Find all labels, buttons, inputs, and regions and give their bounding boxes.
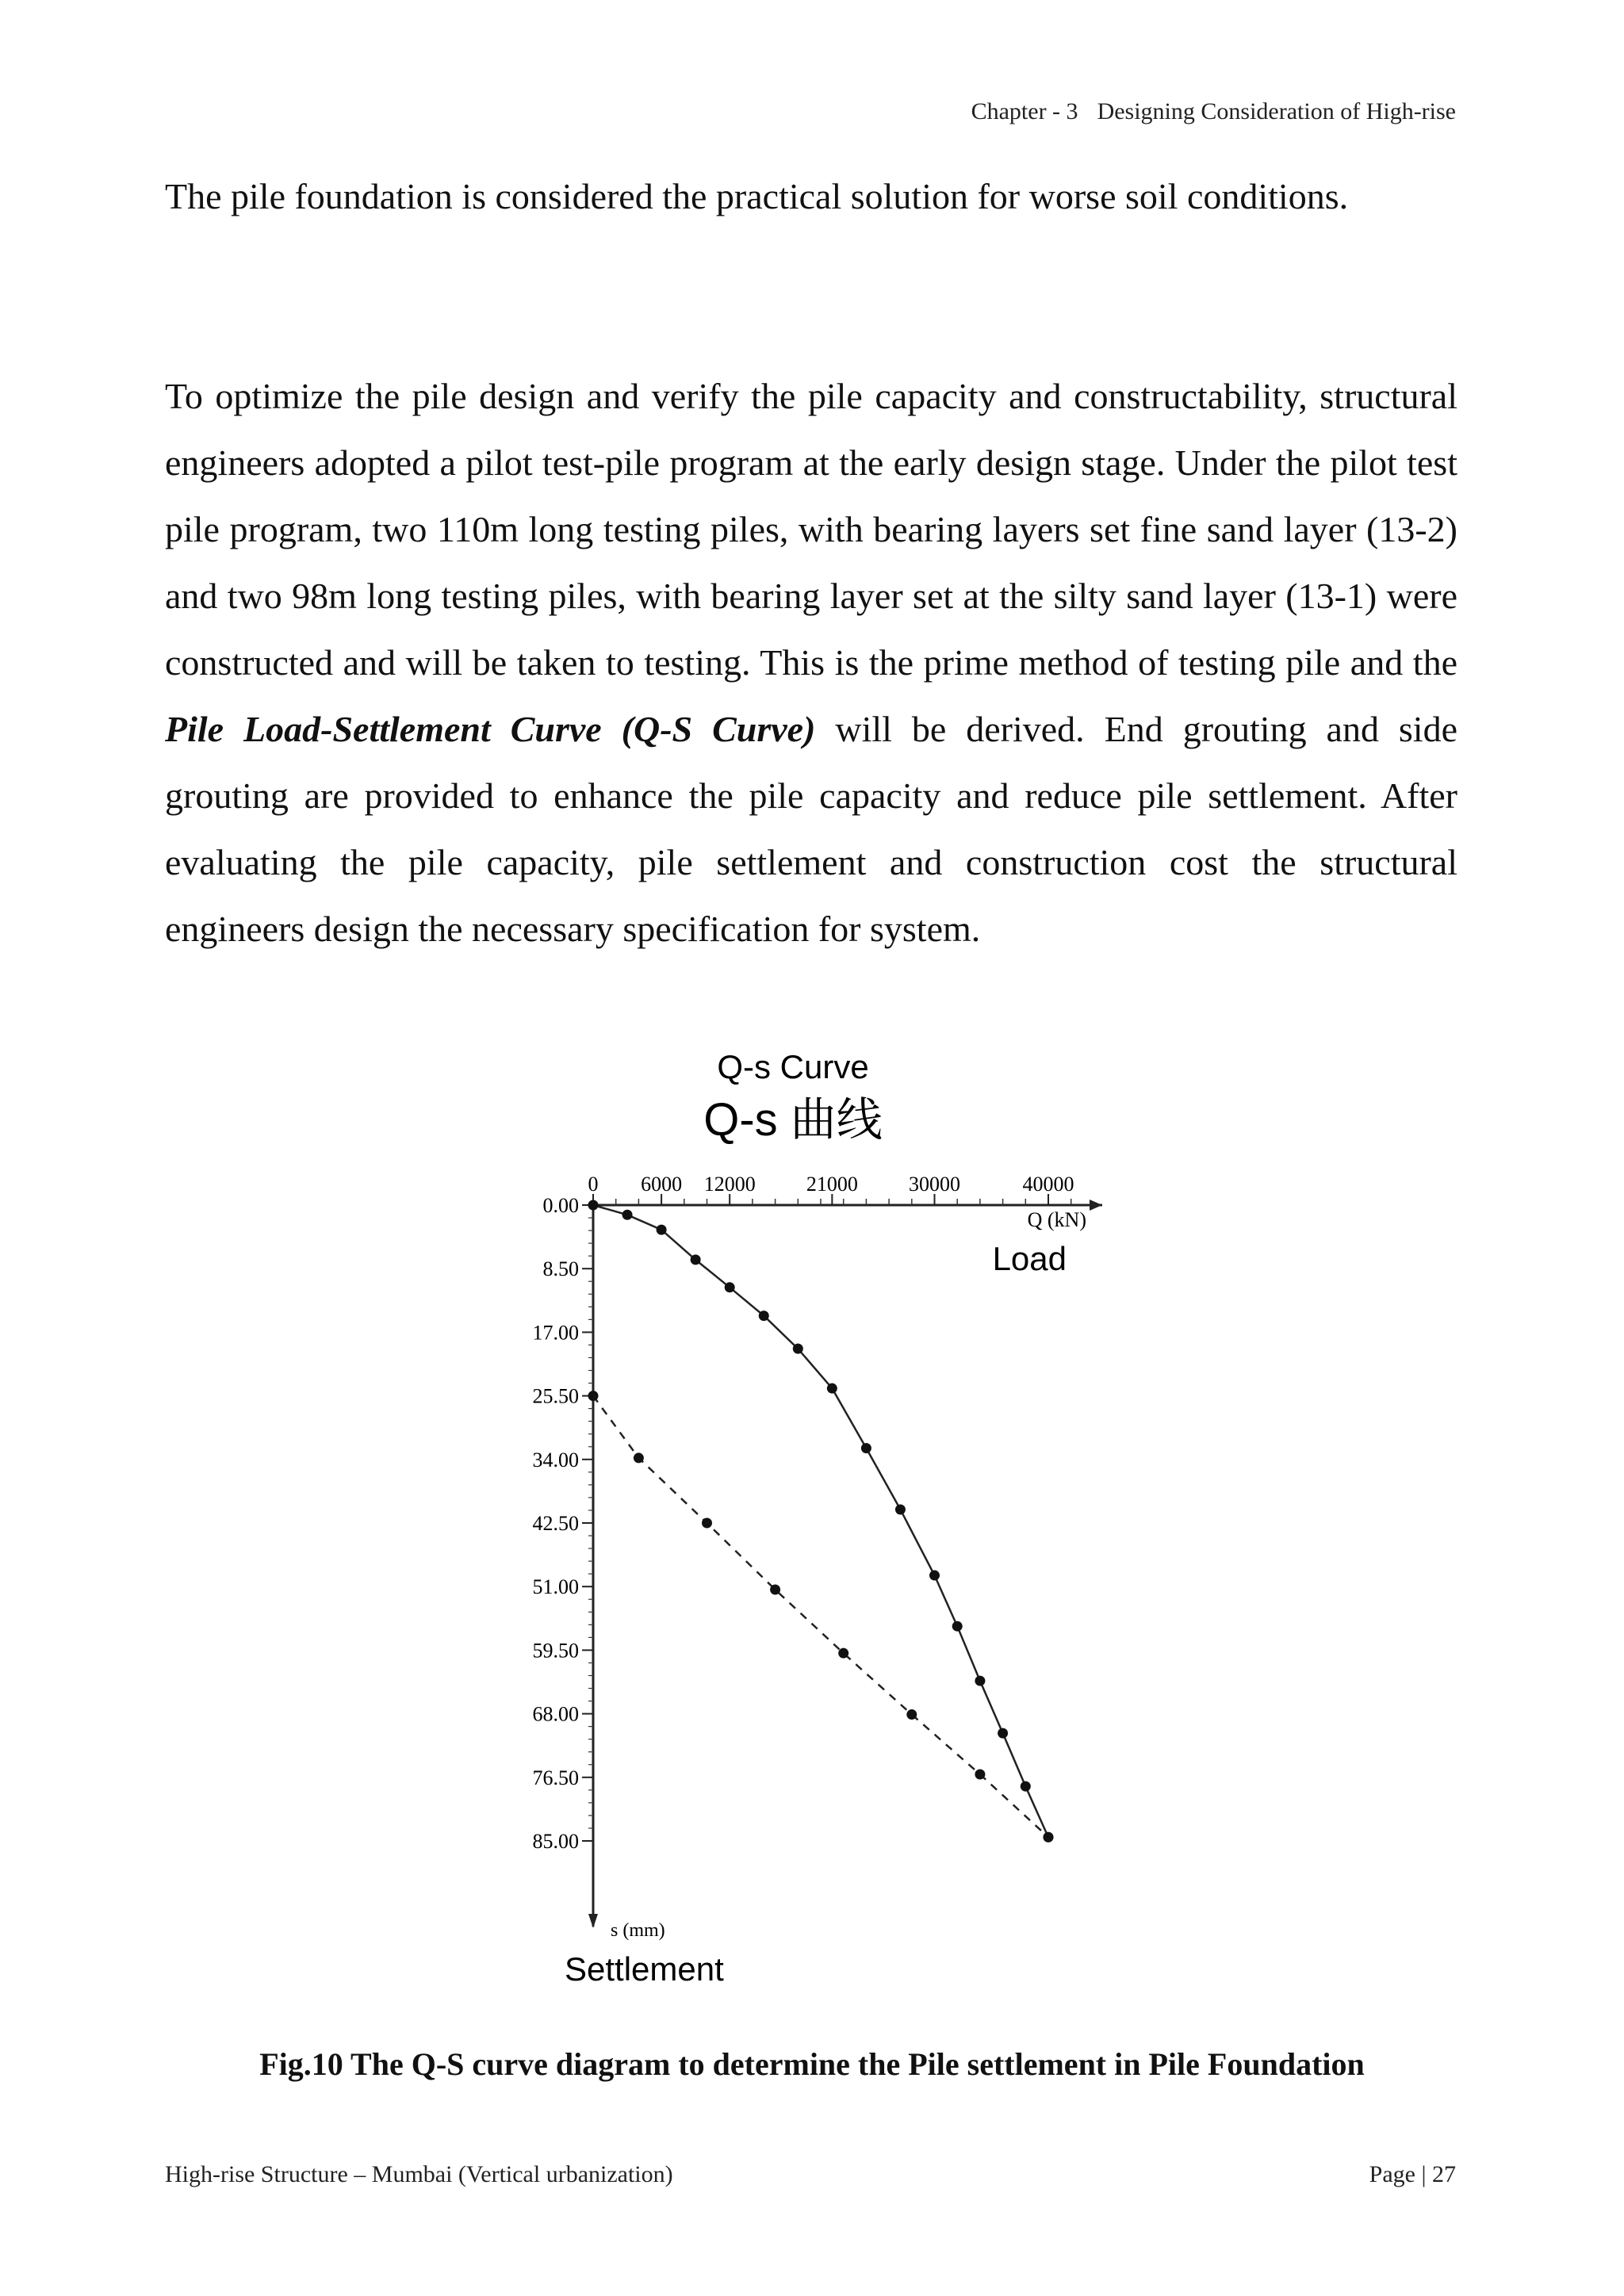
y-tick-label: 51.00 bbox=[532, 1575, 579, 1599]
chart-subtitle: Q-s 曲线 bbox=[703, 1094, 883, 1146]
y-tick-label: 85.00 bbox=[532, 1830, 579, 1853]
paragraph-test-pile bbox=[165, 363, 1457, 962]
data-point bbox=[895, 1505, 906, 1515]
y-tick-label: 34.00 bbox=[532, 1448, 579, 1471]
y-tick-label: 8.50 bbox=[542, 1257, 579, 1281]
footer-page-number: Page | 27 bbox=[1369, 2161, 1456, 2187]
y-axis-arrow bbox=[588, 1914, 598, 1928]
y-axis-note: Settlement bbox=[565, 1950, 724, 1988]
chapter-number: Chapter - 3 bbox=[971, 98, 1078, 124]
data-point bbox=[622, 1210, 633, 1220]
y-axis-label: s (mm) bbox=[611, 1920, 665, 1941]
y-tick-label: 59.50 bbox=[532, 1639, 579, 1663]
data-point bbox=[588, 1391, 599, 1401]
data-point bbox=[657, 1225, 667, 1235]
data-point bbox=[793, 1344, 803, 1354]
data-point bbox=[906, 1709, 917, 1720]
data-point bbox=[759, 1311, 769, 1321]
data-point bbox=[725, 1282, 735, 1292]
x-tick-label: 0 bbox=[588, 1173, 599, 1196]
x-tick-label: 40000 bbox=[1022, 1173, 1074, 1196]
data-point bbox=[1021, 1781, 1031, 1792]
chart-title: Q-s Curve bbox=[717, 1048, 869, 1085]
figure-caption: Fig.10 The Q-S curve diagram to determine the Pile settlement in Pile Foundation bbox=[259, 2046, 1365, 2082]
series-line-1 bbox=[593, 1205, 1048, 1837]
chart-series bbox=[588, 1200, 1054, 1843]
chapter-title: Designing Consideration of High-rise bbox=[1097, 98, 1456, 124]
page-header bbox=[971, 98, 1456, 125]
x-tick-label: 12000 bbox=[703, 1173, 756, 1196]
y-tick-label: 25.50 bbox=[532, 1384, 579, 1408]
y-tick-label: 68.00 bbox=[532, 1702, 579, 1726]
y-tick-label: 76.50 bbox=[532, 1766, 579, 1789]
x-axis-arrow bbox=[1090, 1200, 1102, 1211]
y-tick-label: 17.00 bbox=[532, 1321, 579, 1345]
footer-title: High-rise Structure – Mumbai (Vertical urbanization) bbox=[165, 2161, 673, 2187]
y-tick-label: 0.00 bbox=[542, 1194, 579, 1217]
x-tick-label: 30000 bbox=[909, 1173, 960, 1196]
paragraph-text-part1: To optimize the pile design and verify the pile capacity and constructability, structural engineers adopted a pilot test-pile program at the early design stage. Under the pilot test pile program, two 110m long testing piles, with bearing layers set fine sand layer (13-2) and two 98m long testing piles, with bearing layer set at the silty sand layer (13-1) were constructed and will be taken to testing. This is the prime method of testing pile and the bbox=[165, 376, 1457, 683]
x-tick-label: 6000 bbox=[641, 1173, 683, 1196]
data-point bbox=[998, 1728, 1008, 1739]
data-point bbox=[838, 1648, 848, 1659]
data-point bbox=[1044, 1832, 1054, 1843]
data-point bbox=[588, 1200, 599, 1211]
data-point bbox=[861, 1443, 871, 1453]
x-tick-label: 21000 bbox=[806, 1173, 858, 1196]
y-tick-label: 42.50 bbox=[532, 1512, 579, 1535]
data-point bbox=[929, 1571, 940, 1581]
data-point bbox=[691, 1254, 701, 1265]
x-axis-label: Q (kN) bbox=[1027, 1208, 1086, 1231]
data-point bbox=[975, 1676, 985, 1686]
paragraph-text-part2: will be derived. End grouting and side grouting are provided to enhance the pile capacity and reduce pile settlement. After evaluating the pile capacity, pile settlement and construction cost the structural engineers design the necessary specification for system. bbox=[165, 709, 1458, 949]
paragraph-intro: The pile foundation is considered the practical solution for worse soil conditions. bbox=[165, 176, 1349, 216]
data-point bbox=[702, 1518, 712, 1529]
qs-curve-chart bbox=[476, 1047, 1110, 1998]
data-point bbox=[827, 1383, 837, 1394]
emphasis-qs-curve: Pile Load-Settlement Curve (Q-S Curve) bbox=[165, 709, 816, 749]
data-point bbox=[770, 1584, 780, 1594]
x-axis-note: Load bbox=[992, 1240, 1067, 1277]
data-point bbox=[975, 1770, 985, 1780]
data-point bbox=[634, 1452, 644, 1463]
chart-axes bbox=[533, 1173, 1103, 1928]
data-point bbox=[952, 1621, 963, 1632]
